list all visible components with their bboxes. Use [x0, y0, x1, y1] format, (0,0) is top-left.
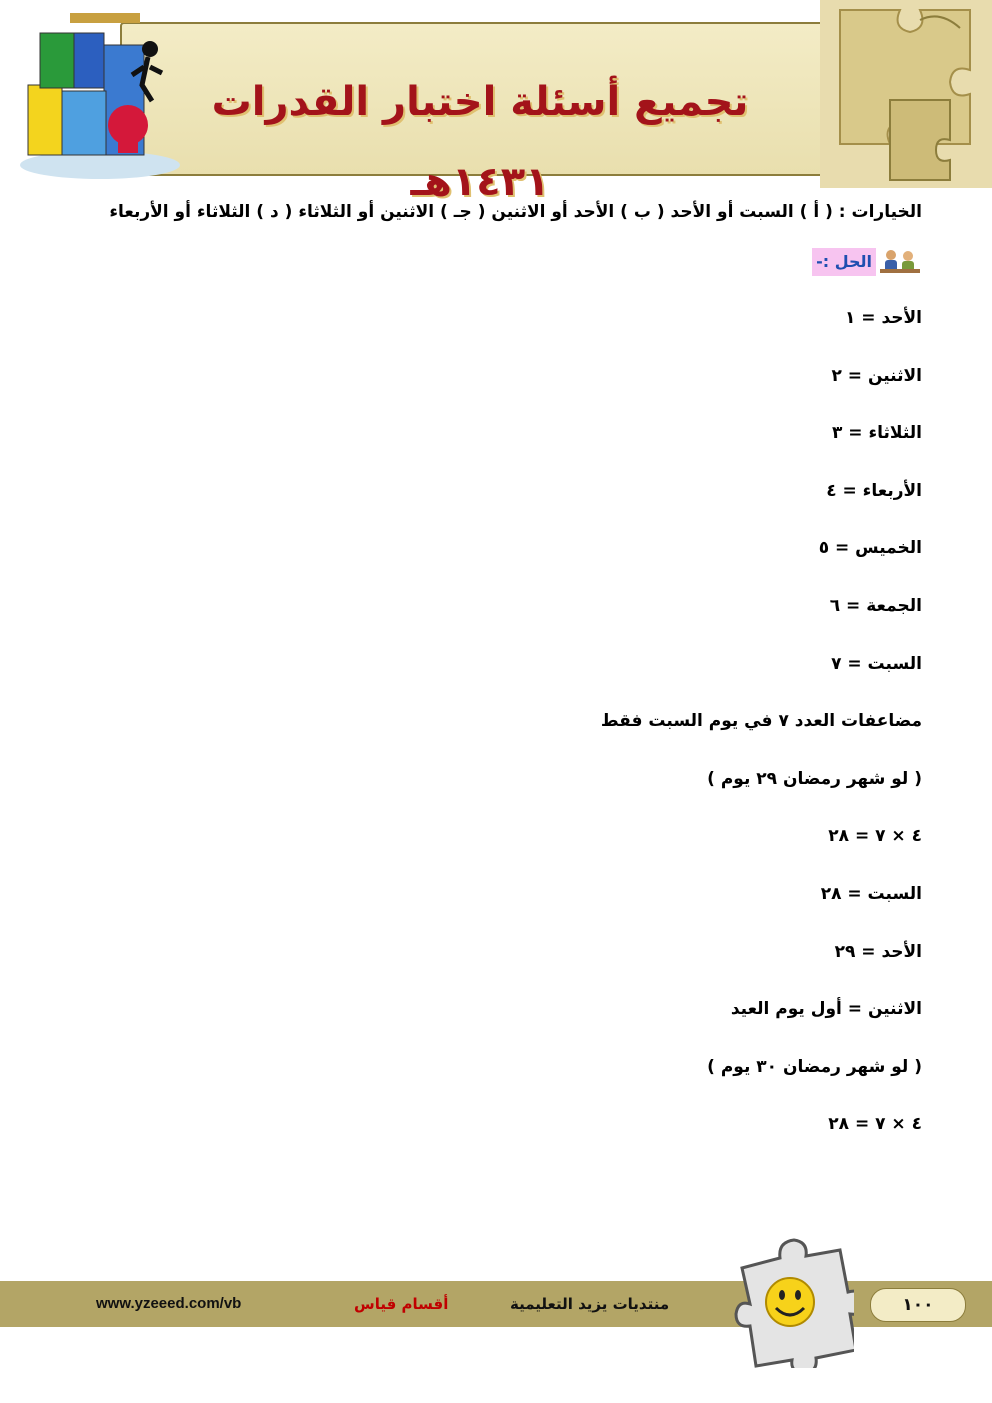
page-number: ١٠٠ — [870, 1288, 966, 1322]
solution-line: الاثنين = أول يوم العيد — [730, 999, 922, 1020]
solution-line: ٤ × ٧ = ٢٨ — [828, 826, 922, 847]
solution-line: الأحد = ٢٩ — [834, 941, 922, 962]
solution-line: ( لو شهر رمضان ٣٠ يوم ) — [707, 1056, 922, 1077]
solution-line: الأحد = ١ — [844, 308, 922, 328]
answer-choices: الخيارات : ( أ ) السبت أو الأحد ( ب ) الأحد أو الاثنين ( جـ ) الاثنين أو الثلاثاء ( د ) الثلاثاء أو الأربعاء — [109, 202, 922, 222]
solution-line: الجمعة = ٦ — [829, 595, 922, 616]
solution-line: السبت = ٢٨ — [820, 883, 922, 904]
document-body — [60, 192, 922, 1154]
smiley-puzzle-icon — [724, 1238, 854, 1368]
page-title: تجميع أسئلة اختبار القدرات ١٤٣١هـ — [211, 79, 749, 205]
letter-a-blocks-icon — [10, 5, 180, 185]
solution-line: مضاعفات العدد ٧ في يوم السبت فقط — [600, 711, 922, 732]
solution-line: الثلاثاء = ٣ — [832, 423, 922, 444]
footer-forum-name: منتديات يزيد التعليمية — [510, 1295, 670, 1313]
puzzle-pieces-icon — [780, 0, 992, 190]
solution-line: السبت = ٧ — [831, 653, 922, 674]
footer-section-label: أقسام قياس — [354, 1295, 449, 1313]
solution-line: ٤ × ٧ = ٢٨ — [828, 1114, 922, 1135]
page-header — [0, 0, 992, 205]
solution-header — [60, 242, 922, 282]
solution-line: الخميس = ٥ — [818, 538, 922, 559]
solution-lines — [60, 290, 922, 1154]
people-icon — [878, 247, 922, 277]
solution-line: الاثنين = ٢ — [831, 365, 922, 386]
solution-line: ( لو شهر رمضان ٢٩ يوم ) — [707, 768, 922, 789]
footer-url-link[interactable]: www.yzeeed.com/vb — [96, 1295, 242, 1312]
solution-label: الحل :- — [812, 248, 876, 276]
solution-line: الأربعاء = ٤ — [826, 480, 922, 501]
